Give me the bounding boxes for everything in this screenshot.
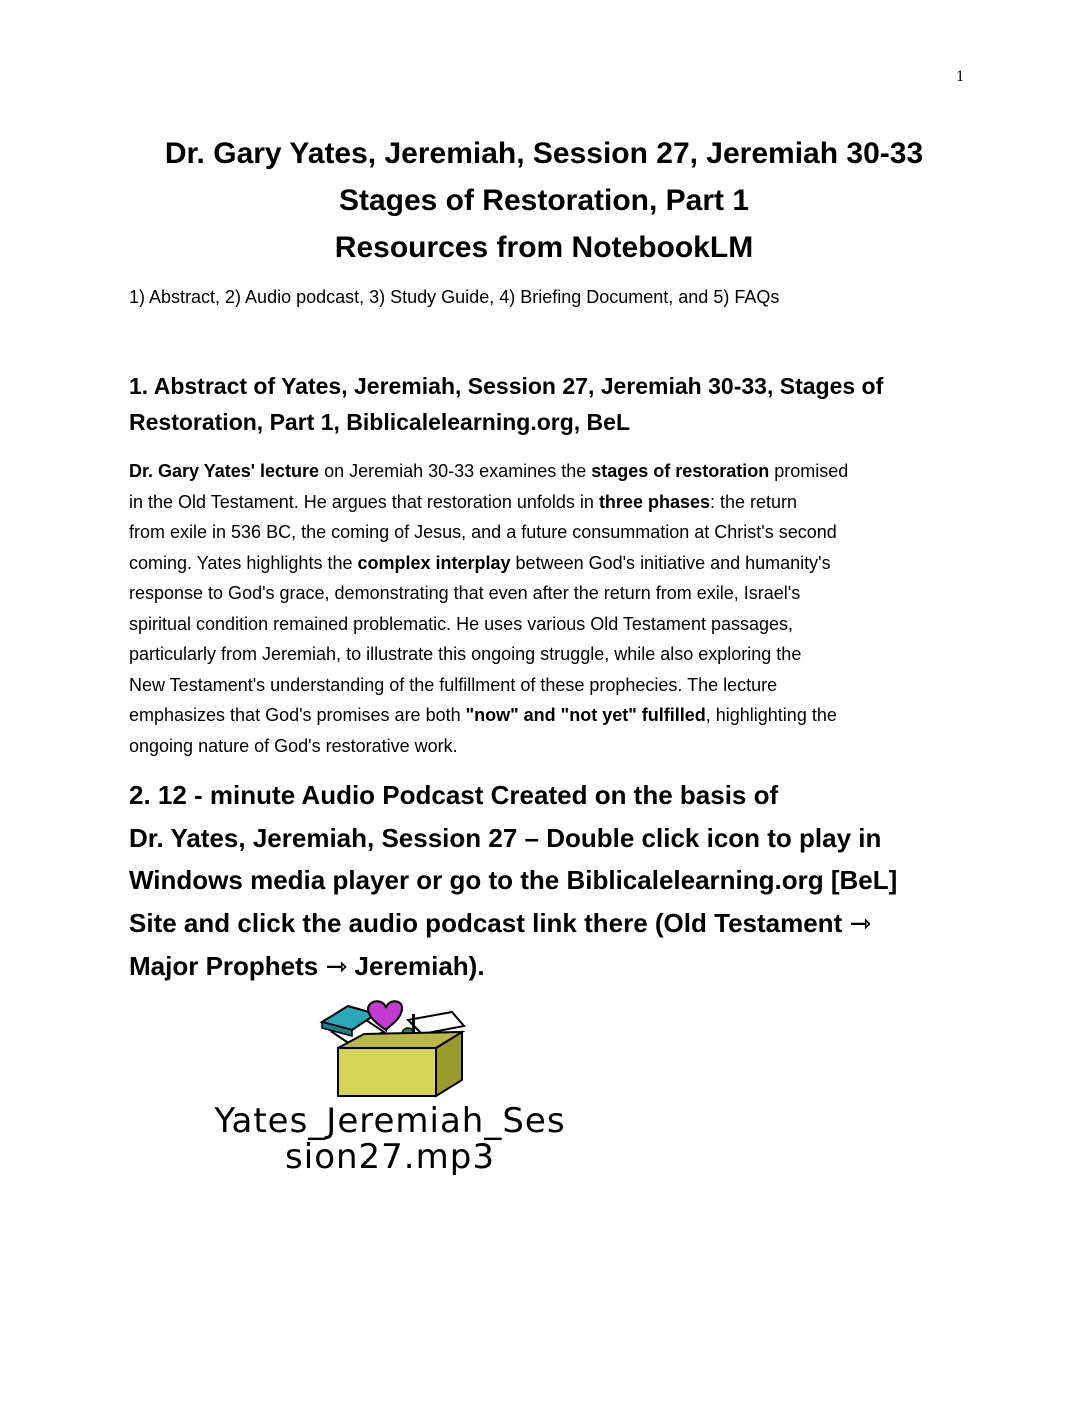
text-run: Major Prophets: [129, 951, 326, 981]
text-run: Jeremiah).: [347, 951, 485, 981]
abstract-line: [129, 456, 974, 487]
filename-line-1: Yates_Jeremiah_Ses: [214, 1101, 566, 1141]
package-icon[interactable]: [312, 1000, 472, 1100]
bold-phrase: stages of restoration: [591, 461, 770, 481]
podcast-heading-line-4: [129, 902, 989, 946]
text-run: between God's initiative and humanity's: [510, 552, 831, 573]
right-arrow-icon: ⇾: [849, 908, 872, 939]
title-line-1: Dr. Gary Yates, Jeremiah, Session 27, Jeremiah 30-33: [164, 137, 924, 170]
right-arrow-icon: ⇾: [325, 952, 348, 982]
podcast-heading-line-2: Dr. Yates, Jeremiah, Session 27 – Double click icon to play in: [129, 822, 882, 853]
abstract-line: from exile in 536 BC, the coming of Jesus, and a future consummation at Christ's second: [129, 522, 837, 542]
audio-filename[interactable]: [130, 1103, 650, 1175]
abstract-line: ongoing nature of God's restorative work.: [129, 735, 458, 756]
abstract-line: spiritual condition remained problematic. He uses various Old Testament passages,: [129, 613, 794, 634]
podcast-heading: [129, 774, 989, 989]
abstract-line: [129, 487, 974, 518]
abstract-heading-line-2: Restoration, Part 1, Biblicalelearning.org, BeL: [129, 409, 631, 435]
title-line-3: Resources from NotebookLM: [334, 231, 754, 264]
filename-line-2: sion27.mp3: [285, 1137, 495, 1177]
text-run: emphasizes that God's promises are both: [129, 705, 466, 725]
bold-phrase: complex interplay: [357, 552, 511, 573]
bold-phrase: "now" and "not yet" fulfilled: [465, 705, 706, 725]
podcast-heading-line-1: 2. 12 - minute Audio Podcast Created on the basis of: [129, 780, 779, 810]
abstract-heading-line-1: 1. Abstract of Yates, Jeremiah, Session 27, Jeremiah 30-33, Stages of: [129, 373, 884, 399]
text-run: coming. Yates highlights the: [129, 552, 358, 573]
text-run: on Jeremiah 30-33 examines the: [319, 461, 592, 481]
text-run: in the Old Testament. He argues that restoration unfolds in: [129, 491, 599, 512]
podcast-heading-line-3: Windows media player or go to the Biblicalelearning.org [BeL]: [129, 865, 898, 895]
bold-phrase: Dr. Gary Yates' lecture: [129, 461, 320, 481]
page-number: 1: [956, 68, 964, 85]
text-run: Site and click the audio podcast link there (Old Testament: [129, 907, 850, 938]
abstract-line: [129, 700, 974, 731]
text-run: promised: [769, 461, 849, 481]
bold-phrase: three phases: [598, 491, 710, 512]
text-run: , highlighting the: [705, 705, 837, 725]
abstract-line: [129, 548, 974, 579]
document-title: [80, 130, 1008, 271]
abstract-paragraph: [129, 456, 974, 761]
text-run: : the return: [710, 491, 798, 512]
contents-list: 1) Abstract, 2) Audio podcast, 3) Study Guide, 4) Briefing Document, and 5) FAQs: [129, 287, 780, 307]
podcast-heading-line-5: [129, 945, 989, 989]
abstract-line: New Testament's understanding of the fulfillment of these prophecies. The lecture: [129, 674, 778, 695]
abstract-line: response to God's grace, demonstrating that even after the return from exile, Israel's: [129, 583, 801, 603]
audio-file-attachment[interactable]: [130, 1000, 650, 1190]
title-line-2: Stages of Restoration, Part 1: [338, 184, 750, 217]
abstract-line: particularly from Jeremiah, to illustrate this ongoing struggle, while also exploring the: [129, 644, 802, 664]
abstract-heading: [129, 368, 969, 440]
